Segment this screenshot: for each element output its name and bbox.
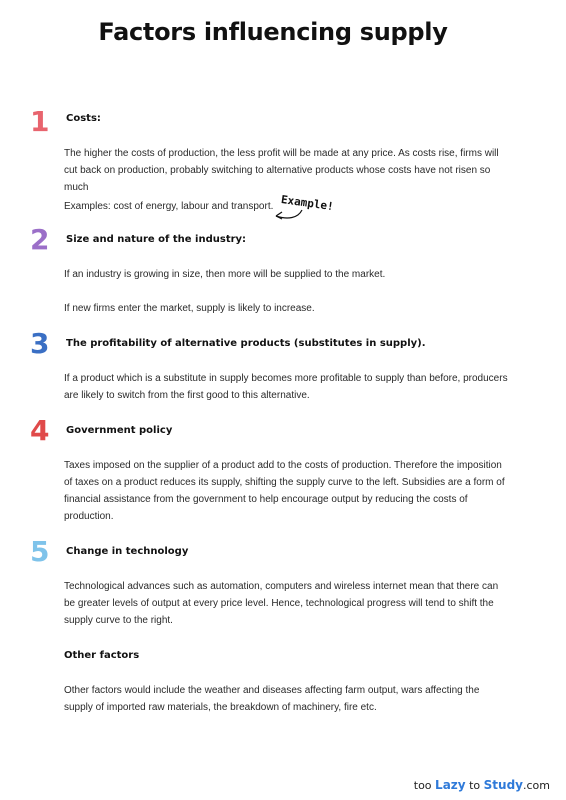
- section-number-1: 1: [30, 105, 50, 138]
- curved-arrow-icon: [272, 192, 362, 228]
- page-title: Factors influencing supply: [98, 18, 448, 46]
- footer-lazy: Lazy: [435, 778, 466, 792]
- footer-too: too: [413, 779, 432, 792]
- section-paragraph-government: Taxes imposed on the supplier of a product add to the costs of production. Therefore the imposition of taxes on a product reduces its supply, shifting the supply curve to the left. Subsidies are a form of financial assistance from the government to help encourage output by reducing the costs of production.: [64, 460, 505, 522]
- footer-com: .com: [523, 779, 550, 792]
- section-paragraph-profitability: If a product which is a substitute in supply becomes more profitable to supply than before, producers are likely to switch from the first good to this alternative.: [64, 373, 508, 401]
- section-paragraph-industry-2: If new firms enter the market, supply is likely to increase.: [64, 303, 315, 314]
- other-factors-heading: Other factors: [64, 650, 140, 661]
- section-heading-costs: Costs:: [66, 113, 101, 124]
- other-factors-paragraph: Other factors would include the weather and diseases affecting farm output, wars affecting the supply of imported raw materials, the breakdown of machinery, fire etc.: [64, 685, 480, 713]
- section-heading-government: Government policy: [66, 425, 173, 436]
- section-number-4: 4: [30, 414, 50, 447]
- section-heading-profitability: The profitability of alternative products (substitutes in supply).: [66, 338, 426, 349]
- section-paragraph-costs: The higher the costs of production, the less profit will be made at any price. As costs rise, firms will cut back on production, probably switching to alternative products whose costs have not risen so much: [64, 148, 499, 193]
- footer-to: to: [469, 779, 481, 792]
- section-examples-costs: Examples: cost of energy, labour and transport.: [64, 201, 274, 212]
- section-number-2: 2: [30, 223, 50, 256]
- example-note: Example!: [280, 193, 335, 214]
- section-paragraph-technology: Technological advances such as automation, computers and wireless internet mean that there can be greater levels of output at every price level. Hence, technological progress will tend to shift the supply curve to the right.: [64, 581, 499, 626]
- section-heading-industry: Size and nature of the industry:: [66, 234, 247, 245]
- footer-study: Study: [483, 778, 523, 792]
- section-paragraph-industry-1: If an industry is growing in size, then more will be supplied to the market.: [64, 269, 386, 280]
- footer-brand[interactable]: [414, 778, 550, 792]
- section-heading-technology: Change in technology: [66, 546, 189, 557]
- section-number-3: 3: [30, 327, 50, 360]
- section-number-5: 5: [30, 535, 50, 568]
